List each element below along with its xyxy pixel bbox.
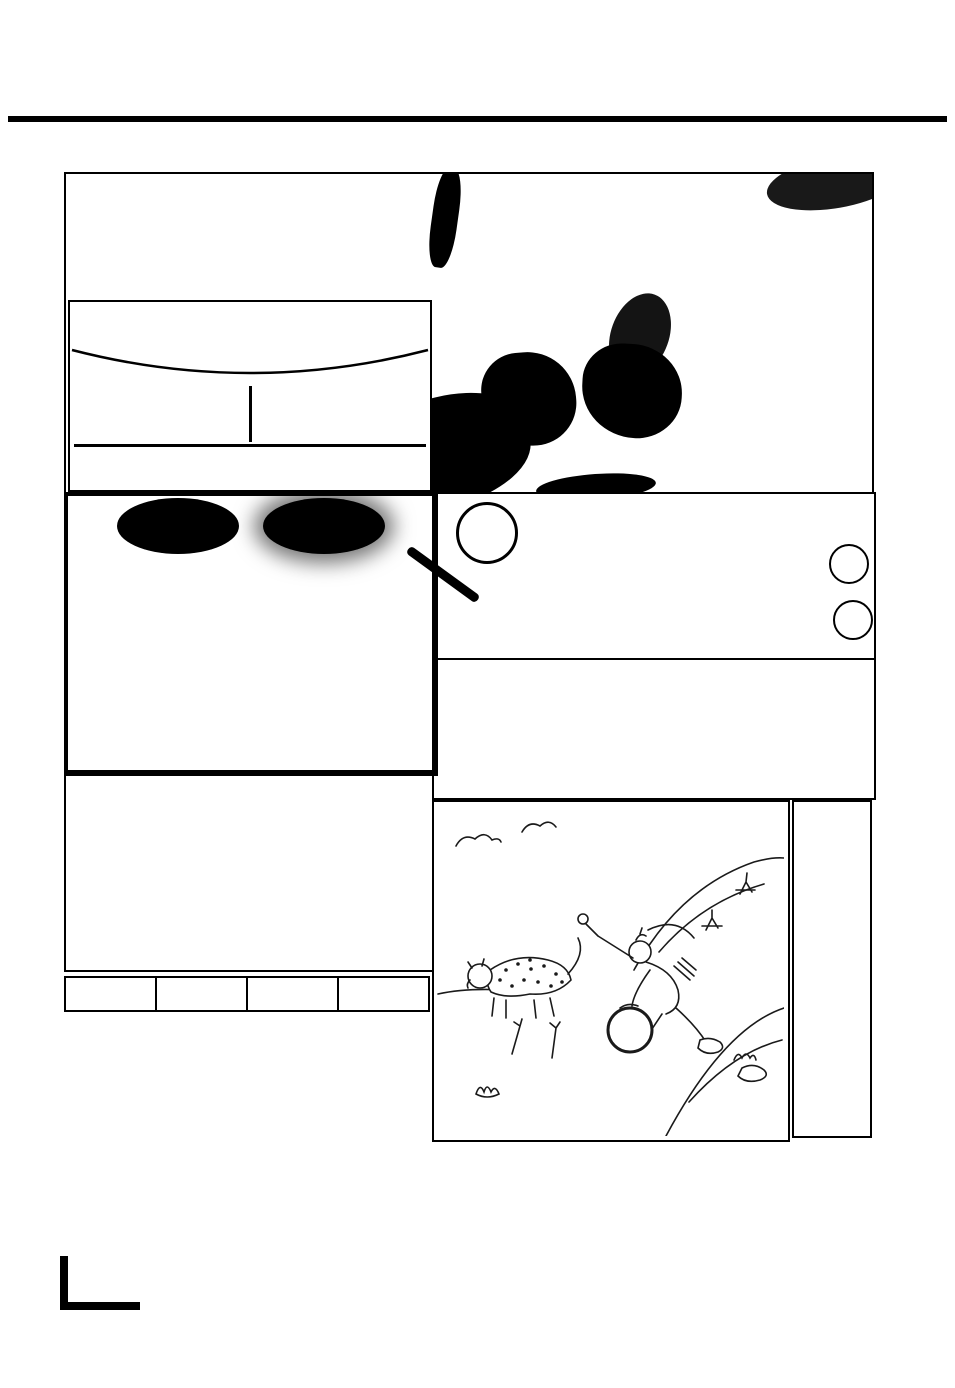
- circled-number: [833, 600, 873, 640]
- row-divider: [74, 444, 426, 447]
- col-header-gate: [65, 977, 156, 1011]
- col-header-hot: [156, 977, 247, 1011]
- gate-analysis-box: [432, 492, 876, 660]
- zodiac-oval-horse: [263, 498, 385, 554]
- gate-table-header-row: [65, 977, 429, 1011]
- special-code-box: [68, 300, 432, 492]
- column-divider: [249, 386, 252, 442]
- left-border-strip: [17, 170, 57, 1300]
- current-special-box: [64, 492, 438, 776]
- frame-corner: [60, 1256, 140, 1310]
- oracle-box: [792, 800, 872, 1138]
- zodiac-oval-monkey: [117, 498, 239, 554]
- lucky-box: [432, 658, 876, 800]
- arc-divider: [70, 346, 430, 384]
- illustration-box: [432, 800, 790, 1142]
- gate-table-wrap: [64, 976, 430, 1012]
- top-border-strip: [20, 124, 935, 168]
- col-header-provide: [338, 977, 429, 1011]
- gate-table: [64, 976, 430, 1012]
- magnifier-icon: [456, 502, 518, 564]
- header-divider: [8, 116, 947, 122]
- masthead-art-char: [580, 341, 685, 440]
- ink-blob: [763, 172, 874, 220]
- hunter-and-leopard-drawing: [434, 802, 784, 1136]
- right-border-strip: [874, 170, 914, 1300]
- col-header-weak: [247, 977, 338, 1011]
- ink-blob: [425, 172, 465, 269]
- ink-blob: [535, 470, 657, 494]
- hot-cold-box: [64, 770, 434, 972]
- circled-number: [829, 544, 869, 584]
